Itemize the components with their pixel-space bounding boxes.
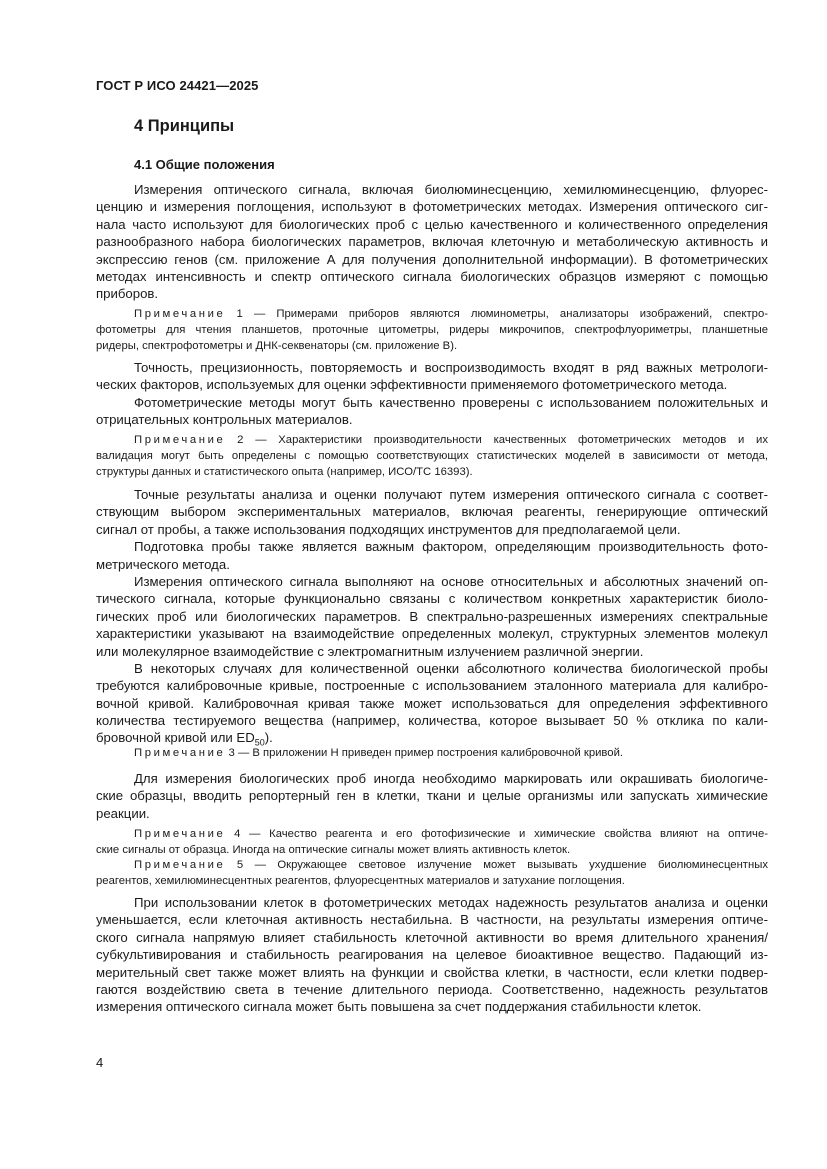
text-line: ценцию и измерения поглощения, используют в фотометрических методах. Измерения оптического сиг-	[96, 199, 768, 215]
text-line: нала часто используют для биологических проб с целью качественного и количественного определения	[96, 216, 768, 232]
document-header: ГОСТ Р ИСО 24421—2025	[96, 78, 259, 93]
text-line: Точные результаты анализа и оценки получают путем измерения оптического сигнала с соответ-	[134, 487, 768, 502]
text-line: ческих факторов, используемых для оценки эффективности применяемого фотометрического метода.	[96, 377, 728, 393]
text-line: Измерения оптического сигнала, включая биолюминесценцию, хемилюминесценцию, флуорес-	[134, 182, 768, 197]
note-5	[96, 857, 768, 889]
text-line: гических проб или биологических параметров. В спектрально-разрешенных измерениях спектральные	[96, 608, 768, 624]
text-line: разнообразного набора биологических параметров, включая клеточную и метаболическую активность и	[96, 234, 768, 250]
text-line: гаются воздействию света в течение длительного периода. Соответственно, надежность результатов	[96, 981, 768, 997]
note-line: структуры данных и статистического опыта (например, ИСО/ТС 16393).	[96, 466, 473, 479]
text-line: Для измерения биологических проб иногда необходимо маркировать или окрашивать биологиче-	[134, 771, 768, 786]
text-line: экспрессию генов (см. приложение А для получения дополнительной информации). В фотометрических	[96, 251, 768, 267]
text-line: тического сигнала, которые функционально связаны с количеством конкретных характеристик биоло-	[96, 591, 768, 607]
note-4	[96, 826, 768, 858]
text-line: Измерения оптического сигнала выполняют на основе относительных и абсолютных значений оп-	[134, 573, 768, 589]
text-line: ствующим выбором экспериментальных материалов, включая реагенты, генерирующие оптический	[96, 504, 768, 520]
text-line: метрического метода.	[96, 556, 230, 572]
text-line: сигнал от пробы, а также использования подходящих инструментов для предполагаемой цели.	[96, 521, 681, 537]
note-line: реагентов, хемилюминесцентных реагентов, флуоресцентных материалов и затухание поглощения.	[96, 875, 625, 888]
text-line: ского сигнала напрямую влияет стабильность клеточной активности во время длительного хранения/	[96, 929, 768, 945]
text-line: Фотометрические методы могут быть качественно проверены с использованием положительных и	[134, 394, 768, 410]
paragraph-cells	[96, 894, 768, 1016]
note-line: Примечание 5 — Окружающее световое излучение может вызывать ухудшение биолюминесцентных	[134, 859, 768, 871]
text-line: количества тестируемого вещества (например, количества, которое вызывает 50 % отклика по кали-	[96, 713, 768, 729]
note-label: Примечание	[134, 859, 226, 871]
subsection-title: 4.1 Общие положения	[134, 157, 275, 172]
note-line: ридеры, спектрофотометры и ДНК-секвенаторы (см. приложение В).	[96, 340, 458, 353]
text-line: реакции.	[96, 805, 150, 821]
text-line: При использовании клеток в фотометрических методах надежность результатов анализа и оценки	[134, 895, 768, 910]
text-line: характеристики указывают на взаимодействие определенных молекул, структурных элементов молекул	[96, 626, 768, 642]
text-line: требуются калибровочные кривые, построенные с использованием эталонного материала для калибро-	[96, 678, 768, 694]
note-label: Примечание	[134, 747, 226, 759]
text-line: Подготовка пробы также является важным фактором, определяющим производительность фото-	[134, 539, 768, 555]
paragraph-metrology	[96, 359, 768, 429]
text-line: уменьшается, если клеточная активность нестабильна. В частности, на результаты измерения оптиче-	[96, 912, 768, 928]
text-line: приборов.	[96, 286, 159, 302]
note-3	[96, 745, 768, 761]
text-line: субкультивирования и стабильность реагирования на целевое биоактивное вещество. Падающий из-	[96, 947, 768, 963]
text-line: измерения оптического сигнала может быть повышена за счет поддержания стабильности клеток.	[96, 999, 702, 1015]
text-line: ские образцы, вводить репортерный ген в клетки, ткани и целые организмы или запускать химические	[96, 788, 768, 804]
text-line: или молекулярное взаимодействие с электромагнитным излучением различной энергии.	[96, 643, 644, 659]
text-line: В некоторых случаях для количественной оценки абсолютного количества биологической пробы	[134, 660, 768, 676]
text-line: бровочной кривой или $ED_{50}$).	[96, 730, 273, 749]
paragraph-results	[96, 486, 768, 747]
note-line: Примечание 4 — Качество реагента и его фотофизические и химические свойства влияют на оптиче-	[134, 828, 768, 840]
note-line: Примечание 2 — Характеристики производительности качественных фотометрических методов и их	[134, 434, 769, 446]
note-label: Примечание	[134, 828, 226, 840]
note-line: фотометры для чтения планшетов, проточные цитометры, ридеры микрочипов, спектрофлуориметры, планшетные	[96, 324, 768, 337]
note-1	[96, 306, 768, 354]
note-line: валидация могут быть определены с помощью соответствующих статистических моделей в зависимости от метода,	[96, 450, 768, 463]
note-label: Примечание	[134, 434, 226, 446]
note-label: Примечание	[134, 308, 226, 320]
paragraph-intro	[96, 181, 768, 303]
note-2	[96, 432, 768, 480]
text-line: вочной кривой. Калибровочная кривая также может использоваться для определения эффективного	[96, 695, 768, 711]
text-line: мерительный свет также может влиять на функции и свойства клетки, в частности, если клетки подвер-	[96, 964, 768, 980]
paragraph-labeling	[96, 770, 768, 822]
subscript-50: 50	[254, 738, 265, 749]
note-line: Примечание 3 — В приложении Н приведен пример построения калибровочной кривой.	[134, 747, 624, 759]
text-line: отрицательных контрольных материалов.	[96, 412, 353, 428]
note-line: Примечание 1 — Примерами приборов являются люминометры, анализаторы изображений, спектро-	[134, 308, 768, 320]
text-line: Точность, прецизионность, повторяемость и воспроизводимость входят в ряд важных метрологи-	[134, 360, 768, 375]
page-number: 4	[96, 1055, 104, 1070]
note-line: ские сигналы от образца. Иногда на оптические сигналы может влиять активность клеток.	[96, 844, 571, 857]
text-line: методах интенсивность и спектр оптического сигнала биологических образцов измеряют с помощью	[96, 268, 768, 284]
section-title: 4 Принципы	[134, 117, 235, 135]
